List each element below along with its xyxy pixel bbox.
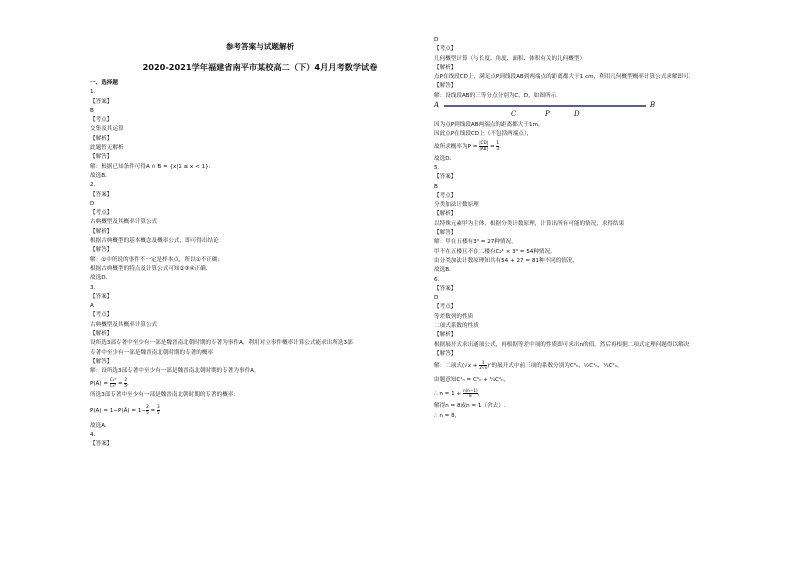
text-line: 3. <box>90 284 96 291</box>
text-line: 【解析】 <box>90 135 113 142</box>
text-line: 【解析】 <box>434 211 457 218</box>
text-line: A <box>90 303 94 310</box>
text-line: 故选D. <box>434 155 452 162</box>
text-line: 【解答】 <box>90 154 113 161</box>
text-line: 【答案】 <box>90 191 113 198</box>
text-line: 解：根据已知条件可得A ∩ B = {x|1 ≤ x < 1}. <box>90 163 211 170</box>
text-line: 古典概型及其概率计算公式 <box>90 321 158 328</box>
label-p: P <box>545 110 550 119</box>
segment-figure <box>434 101 690 121</box>
text-line: 根据古典概型的特点及计算公式可知②③④正确. <box>90 265 208 272</box>
text-line: 故选D. <box>90 275 108 282</box>
right-lines <box>434 36 690 101</box>
text-line: 根据古典概型的基本概念及概率公式，即可得出结论 <box>90 238 219 245</box>
text-line: 【考点】 <box>90 312 113 319</box>
text-line: 专著中至少有一部是魏晋南北朝时期的专著的概率 <box>90 349 214 356</box>
text-line: 等差数列的性质 <box>434 313 474 320</box>
text-line: 此题暂无解析 <box>90 145 124 152</box>
text-line: D <box>434 37 439 43</box>
formula-p-a: P(A) = 1−P(Ā) = 1− $\frac{2}{5}$ = $\frac{3}{5}$ <box>90 404 160 415</box>
text-line: 解：甲在五楼有3³ = 27种情况， <box>434 239 517 246</box>
text-line: 【答案】 <box>434 174 457 181</box>
text-line: 根据展开式求出通项公式，再根据等差中项的性质即可求出n的值，然后再根据二项式定理问题得以解决 <box>434 341 690 348</box>
left-lines-2 <box>90 391 353 400</box>
binomial-formula: 解：二项式(√x + $\frac{1}{2√x}$ )ⁿ的展开式中前三项的系数分别为C⁰ₙ，½C¹ₙ，¼C²ₙ， <box>434 359 623 371</box>
text-line: 【答案】 <box>90 293 113 300</box>
text-line: 故选A. <box>90 422 107 429</box>
text-line: 【解答】 <box>90 358 113 365</box>
text-line: 因为点P到线段AB两端点的距离都大于1m， <box>434 122 544 129</box>
text-line: 所选3部专著中至少有一部是魏晋南北朝时期的专著的概率： <box>90 391 239 398</box>
text-line: 【解析】 <box>90 228 113 235</box>
text-line: 【答案】 <box>90 441 113 448</box>
label-c: C <box>511 110 517 119</box>
text-line: 甲不在五楼且不在二楼有C₂¹ × 3³ = 54种情况， <box>434 248 556 255</box>
text-line: 古典概型及其概率计算公式 <box>90 219 158 226</box>
text-line: D <box>434 295 439 302</box>
text-line: 【解答】 <box>434 350 457 357</box>
text-line: D <box>90 200 95 207</box>
text-line: 以特殊元素甲为主体，根据分类计数原理，计算出所有可能的情况，求得结果 <box>434 220 625 227</box>
text-line: 【考点】 <box>434 46 457 53</box>
text-line: 【考点】 <box>90 117 113 124</box>
solution-title: 参考答案与试题解析 <box>225 42 295 51</box>
text-line: 【解答】 <box>434 230 457 237</box>
text-line: 1. <box>90 89 96 96</box>
left-body <box>90 79 353 450</box>
text-line: 6. <box>434 276 440 283</box>
text-line: 由分类加法计数原理知共有54 + 27 = 81种不同的情况， <box>434 257 579 264</box>
equation-1: 由题意知C¹ₙ = C⁰ₙ + ¼C²ₙ， <box>434 377 510 384</box>
text-line: 【解析】 <box>434 332 457 339</box>
text-line: 故选B. <box>90 172 107 179</box>
label-b: B <box>650 101 656 110</box>
section-heading: 一、选择题 <box>90 80 118 86</box>
text-line: 【答案】 <box>90 98 113 105</box>
text-line: 几何概型计算（与长度、角度、面积、体积有关的几何概型） <box>434 55 586 62</box>
right-lines-2 <box>434 121 690 140</box>
label-a: A <box>434 101 440 110</box>
text-line: B <box>90 107 94 114</box>
right-body <box>434 36 690 421</box>
formula-p-complement: P(Ā) = $\frac{\text{C₁³}}{\text{C₅³}}$ = $\frac{2}{5}$ , <box>90 376 129 388</box>
text-line: 5. <box>434 164 440 171</box>
right-lines-3 <box>434 155 690 360</box>
text-line: 点P在线段CD上，满足点P到线段AB到两端点的距离都大于1 cm，利用几何概型概率计算公式求解即可. <box>434 74 691 81</box>
text-line: 【解答】 <box>434 83 457 90</box>
text-line: 解得n = 8或n = 1（舍去）. <box>434 403 506 410</box>
label-d: D <box>574 110 580 119</box>
text-line: 设所选3部专著中至少有一部是魏晋南北朝时期的专著为事件A，利用对立事件概率计算公式能求出所选3部 <box>90 340 353 347</box>
text-line: 2. <box>90 182 96 189</box>
text-line: ∴ n = 8， <box>434 412 461 419</box>
text-line: 解：①中所说的事件不一定是样本点，所以①不正确； <box>90 256 224 263</box>
text-line: 交集及其运算 <box>90 126 124 133</box>
text-line: 4. <box>90 432 96 439</box>
text-line: 因此点P在线段CD上（不包括两端点）， <box>434 131 533 138</box>
left-lines <box>90 88 353 376</box>
probability-formula: 故所求概率为P = $\frac{|CD|}{|AB|}$ = $\frac{1}{3}$ . <box>434 140 501 151</box>
text-line: 二项式系数的性质 <box>434 323 479 330</box>
left-lines-3 <box>90 422 353 450</box>
text-line: 【考点】 <box>434 304 457 311</box>
text-line: 【考点】 <box>434 192 457 199</box>
text-line: 【解答】 <box>90 247 113 254</box>
exam-title: 2020-2021学年福建省南平市某校高二（下）4月月考数学试卷 <box>142 62 378 72</box>
text-line: 分类加法计数原理 <box>434 202 479 209</box>
text-line: 解：设线段AB的三等分点分别为C，D，如图所示. <box>434 92 558 99</box>
equation-2: ∴ n = 1 + $\frac{n(n-1)}{8}$ ， <box>434 387 484 399</box>
text-line: 【解析】 <box>434 64 457 71</box>
text-line: 【答案】 <box>434 285 457 292</box>
text-line: 【解析】 <box>90 331 113 338</box>
text-line: 【考点】 <box>90 210 113 217</box>
text-line: B <box>434 183 438 190</box>
text-line: 解：设所选3部专著中至少有一部是魏晋南北朝时期的专著为事件A， <box>90 368 260 375</box>
text-line: 故选B. <box>434 267 451 274</box>
right-lines-4 <box>434 402 690 421</box>
